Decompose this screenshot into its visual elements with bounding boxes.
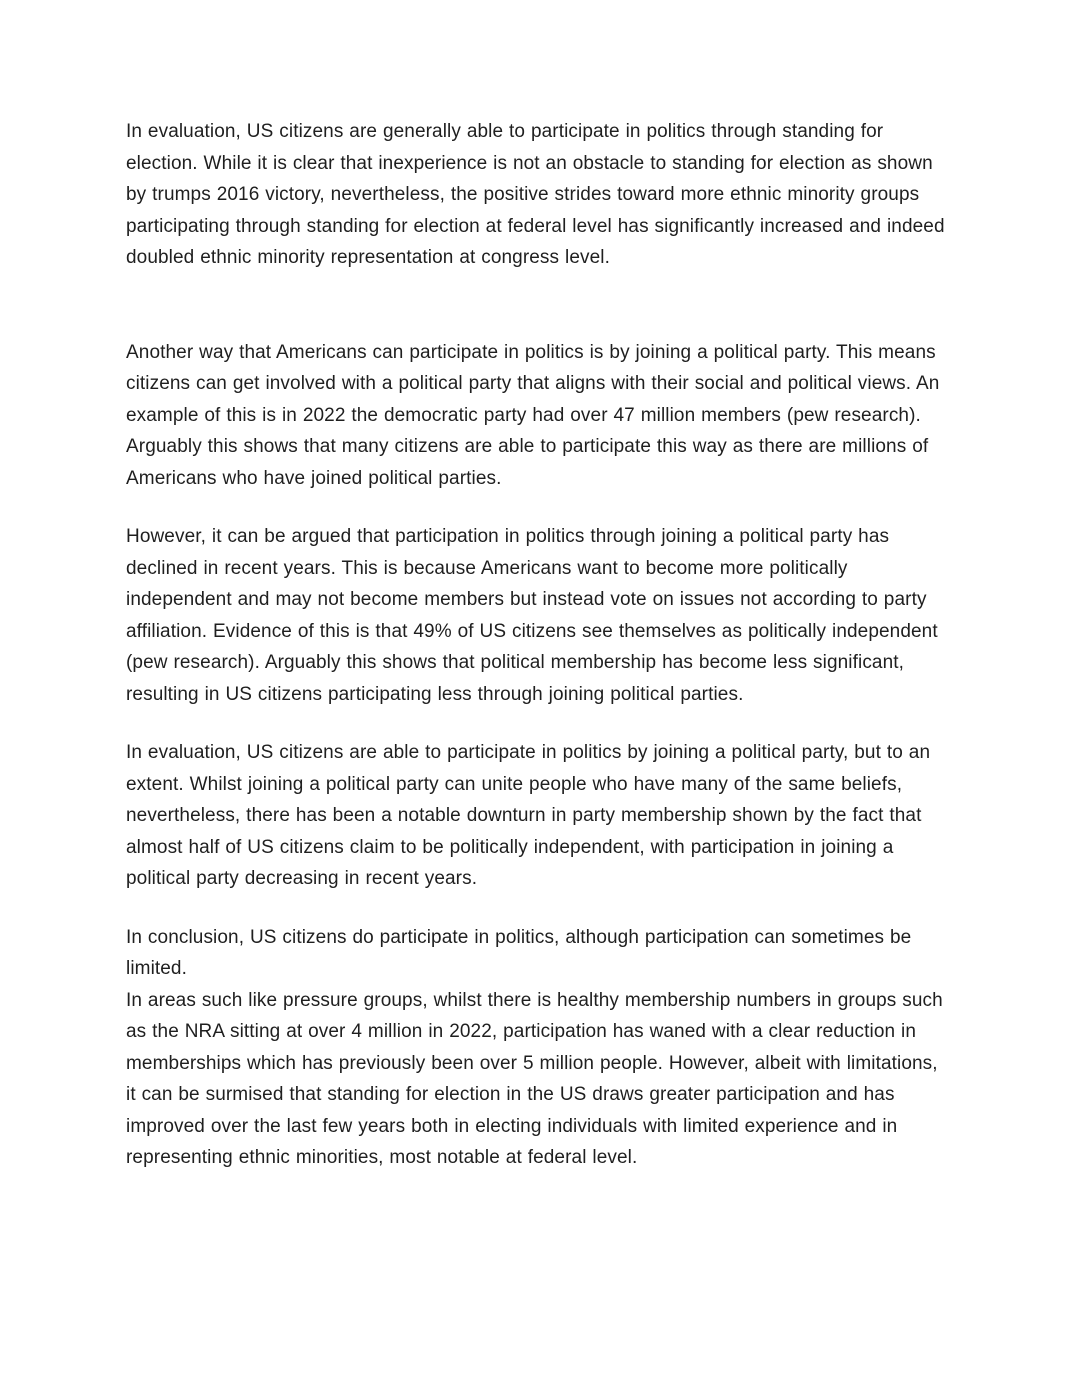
paragraph-joining-political-party: Another way that Americans can participate in politics is by joining a political party. This means citizens can get involved with a political party that aligns with their social and political views. An example of this is in 2022 the democratic party had over 47 million members (pew research). Arguably this shows that many citizens are able to participate this way as there are millions of Americans who have joined political parties.	[126, 341, 940, 489]
paragraph-conclusion-intro: In conclusion, US citizens do participate in politics, although participation can sometimes be limited.	[126, 926, 912, 979]
paragraph-evaluation-standing-for-election: In evaluation, US citizens are generally able to participate in politics through standing for election. While it is clear that inexperience is not an obstacle to standing for election as shown by trumps 2016 victory, nevertheless, the positive strides toward more ethnic minority groups participating through standing for election at federal level has significantly increased and indeed doubled ethnic minority representation at congress level.	[126, 121, 945, 268]
paragraph-conclusion-summary: In areas such like pressure groups, whilst there is healthy membership numbers in groups such as the NRA sitting at over 4 million in 2022, participation has waned with a clear reduction in memberships which has previously been over 5 million people. However, albeit with limitations, it can be surmised that standing for election in the US draws greater participation and has improved over the last few years both in electing individuals with limited experience and in representing ethnic minorities, most notable at federal level.	[126, 989, 943, 1168]
paragraph-party-membership-decline: However, it can be argued that participation in politics through joining a political party has declined in recent years. This is because Americans want to become more politically independent and may not become members but instead vote on issues not according to party affiliation. Evidence of this is that 49% of US citizens see themselves as politically independent (pew research). Arguably this shows that political membership has become less significant, resulting in US citizens participating less through joining political parties.	[126, 526, 938, 705]
paragraph-evaluation-joining-party: In evaluation, US citizens are able to participate in politics by joining a political party, but to an extent. Whilst joining a political party can unite people who have many of the same beliefs, nevertheless, there has been a notable downturn in party membership shown by the fact that almost half of US citizens claim to be politically independent, with participation in joining a political party decreasing in recent years.	[126, 742, 931, 889]
